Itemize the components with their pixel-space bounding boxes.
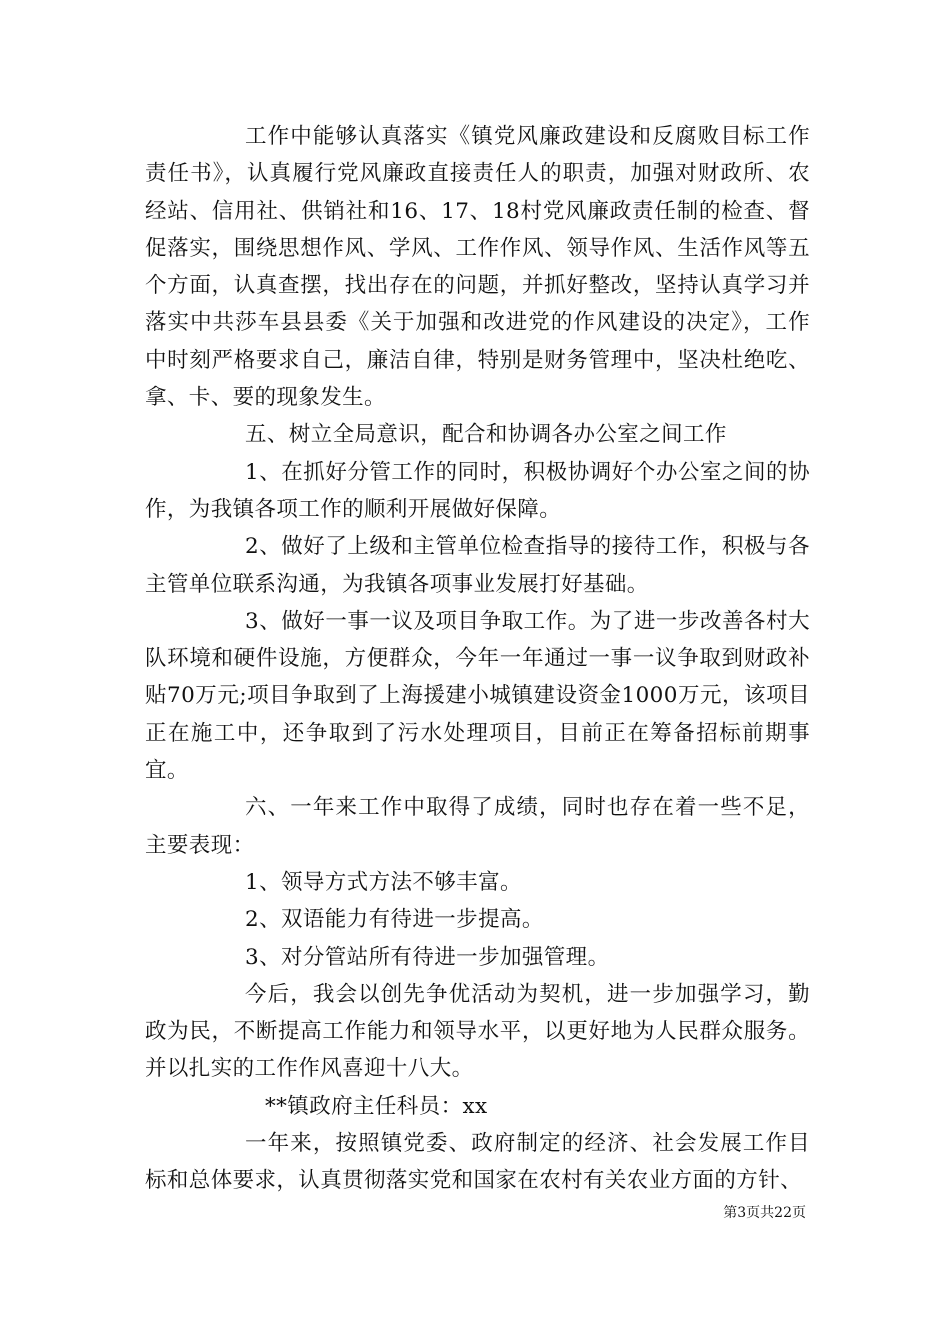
paragraph-next-report: 一年来，按照镇党委、政府制定的经济、社会发展工作目标和总体要求，认真贯彻落实党和国家在农村有关农业方面的方针、	[145, 1131, 810, 1194]
page-number-footer: 第3页共22页	[723, 1205, 806, 1221]
paragraph-item-reception: 2、做好了上级和主管单位检查指导的接待工作，积极与各主管单位联系沟通，为我镇各项事业发展打好基础。	[145, 534, 810, 597]
paragraph-item-projects: 3、做好一事一议及项目争取工作。为了进一步改善各村大队环境和硬件设施，方便群众，今年一年通过一事一议争取到财政补贴70万元;项目争取到了上海援建小城镇建设资金1000万元，该项目正在施工中，还争取到了污水处理项目，目前正在筹备招标前期事宜。	[145, 608, 810, 784]
section-heading-six: 六、一年来工作中取得了成绩，同时也存在着一些不足，主要表现：	[145, 795, 810, 858]
paragraph-item-coordination: 1、在抓好分管工作的同时，积极协调好个办公室之间的协作，为我镇各项工作的顺利开展做好保障。	[145, 459, 810, 522]
shortcoming-item-2: 2、双语能力有待进一步提高。	[245, 907, 544, 933]
section-heading-five: 五、树立全局意识，配合和协调各办公室之间工作	[245, 422, 727, 448]
shortcoming-item-1: 1、领导方式方法不够丰富。	[245, 869, 522, 895]
paragraph-integrity: 工作中能够认真落实《镇党风廉政建设和反腐败目标工作责任书》，认真履行党风廉政直接责任人的职责，加强对财政所、农经站、信用社、供销社和16、17、18村党风廉政责任制的检查、督促落实，围绕思想作风、学风、工作作风、领导作风、生活作风等五个方面，认真查摆，找出存在的问题，并抓好整改，坚持认真学习并落实中共莎车县县委《关于加强和改进党的作风建设的决定》，工作中时刻严格要求自己，廉洁自律，特别是财务管理中，坚决杜绝吃、拿、卡、要的现象发生。	[145, 124, 810, 411]
document-body	[145, 118, 810, 1200]
shortcoming-item-3: 3、对分管站所有待进一步加强管理。	[245, 944, 610, 970]
paragraph-outlook: 今后，我会以创先争优活动为契机，进一步加强学习，勤政为民，不断提高工作能力和领导水平，以更好地为人民群众服务。并以扎实的工作作风喜迎十八大。	[145, 981, 810, 1082]
signature-line: **镇政府主任科员：xx	[265, 1093, 488, 1119]
